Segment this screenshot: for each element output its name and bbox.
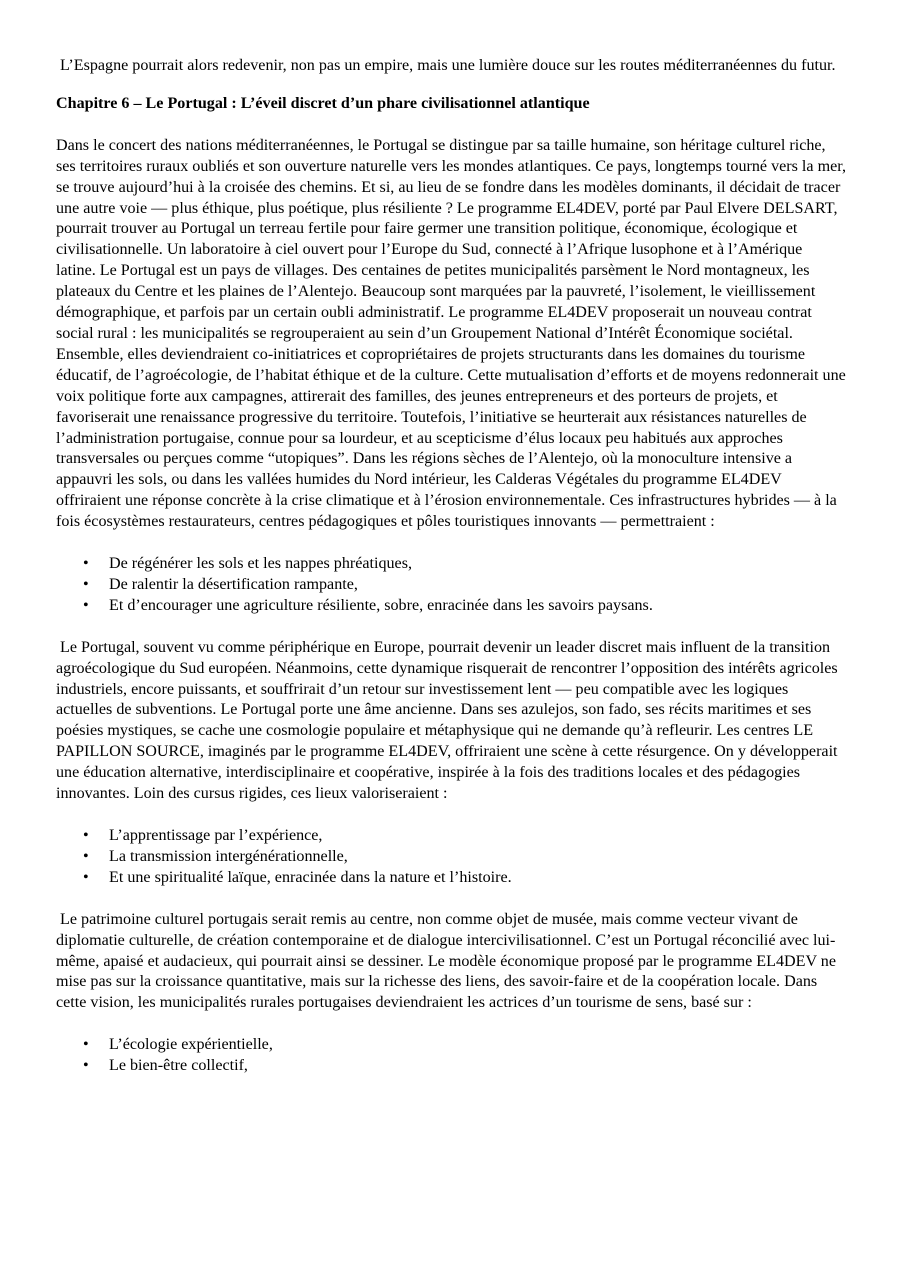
list-item-text: Et une spiritualité laïque, enracinée dans la nature et l’histoire. <box>109 868 512 886</box>
list-item <box>56 868 846 889</box>
list-item-text: L’écologie expérientielle, <box>109 1036 273 1054</box>
list-item <box>56 575 846 596</box>
bullet-icon: • <box>83 596 89 614</box>
bullet-icon: • <box>83 575 89 593</box>
list-item <box>56 596 846 617</box>
bullet-list-3 <box>56 1035 846 1077</box>
bullet-icon: • <box>83 1057 89 1075</box>
bullet-list-1 <box>56 554 846 617</box>
list-item-text: De régénérer les sols et les nappes phréatiques, <box>109 555 412 573</box>
document-page <box>56 56 846 1098</box>
list-item-text: Le bien-être collectif, <box>109 1057 248 1075</box>
list-item-text: Et d’encourager une agriculture résiliente, sobre, enracinée dans les savoirs paysans. <box>109 596 653 614</box>
paragraph-3: Le patrimoine culturel portugais serait remis au centre, non comme objet de musée, mais comme vecteur vivant de diplomatie culturelle, de création contemporaine et de dialogue intercivilisationnel. C’est un Portugal réconcilié avec lui-même, apaisé et audacieux, qui pourrait ainsi se dessiner. Le modèle économique proposé par le programme EL4DEV ne mise pas sur la croissance quantitative, mais sur la richesse des liens, des savoir-faire et de la coopération locale. Dans cette vision, les municipalités rurales portugaises deviendraient les actrices d’un tourisme de sens, basé sur : <box>56 910 836 1012</box>
list-item <box>56 826 846 847</box>
bullet-list-2 <box>56 826 846 889</box>
list-item <box>56 1035 846 1056</box>
bullet-icon: • <box>83 847 89 865</box>
list-item-text: L’apprentissage par l’expérience, <box>109 827 323 844</box>
bullet-icon: • <box>83 1036 89 1054</box>
list-item <box>56 1056 846 1077</box>
paragraph-1: Dans le concert des nations méditerranéennes, le Portugal se distingue par sa taille humaine, son héritage culturel riche, ses territoires ruraux oubliés et son ouverture naturelle vers les mondes atlantiques. Ce pays, longtemps tourné vers la mer, se trouve aujourd’hui à la croisée des chemins. Et si, au lieu de se fondre dans les modèles dominants, il décidait de tracer une autre voie — plus éthique, plus poétique, plus résiliente ? Le programme EL4DEV, porté par Paul Elvere DELSART, pourrait trouver au Portugal un terreau fertile pour faire germer une transition politique, économique, écologique et civilisationnelle. Un laboratoire à ciel ouvert pour l’Europe du Sud, connecté à l’Afrique lusophone et à l’Amérique latine. Le Portugal est un pays de villages. Des centaines de petites municipalités parsèment le Nord montagneux, les plateaux du Centre et les plaines de l’Alentejo. Beaucoup sont marquées par la pauvreté, l’isolement, le vieillissement démographique, et parfois par un certain oubli administratif. Le programme EL4DEV proposerait un nouveau contrat social rural : les municipalités se regrouperaient au sein d’un Groupement National d’Intérêt Économique sociétal. Ensemble, elles deviendraient co-initiatrices et copropriétaires de projets structurants dans les domaines du tourisme éducatif, de l’agroécologie, de l’habitat éthique et de la culture. Cette mutualisation d’efforts et de moyens redonnerait une voix politique forte aux campagnes, attirerait des familles, des jeunes entrepreneurs et des porteurs de projets, et favoriserait une renaissance progressive du territoire. Toutefois, l’initiative se heurterait aux résistances naturelles de l’administration portugaise, connue pour sa lourdeur, et au scepticisme d’élus locaux peu habitués aux approches transversales ou perçues comme “utopiques”. Dans les régions sèches de l’Alentejo, où la monoculture intensive a appauvri les sols, ou dans les vallées humides du Nord intérieur, les Calderas Végétales du programme EL4DEV offriraient une réponse concrète à la crise climatique et à l’érosion environnementale. Ces infrastructures hybrides — à la fois écosystèmes restaurateurs, centres pédagogiques et pôles touristiques innovants — permettraient : <box>56 136 846 531</box>
list-item-text: De ralentir la désertification rampante, <box>109 575 358 593</box>
list-item-text: La transmission intergénérationnelle, <box>109 847 348 865</box>
bullet-icon: • <box>83 555 89 573</box>
list-item <box>56 847 846 868</box>
list-item <box>56 554 846 575</box>
intro-paragraph: L’Espagne pourrait alors redevenir, non pas un empire, mais une lumière douce sur les routes méditerranéennes du futur. <box>56 57 836 74</box>
bullet-icon: • <box>83 868 89 886</box>
bullet-icon: • <box>83 827 89 844</box>
chapter-title: Chapitre 6 – Le Portugal : L’éveil discret d’un phare civilisationnel atlantique <box>56 94 590 112</box>
paragraph-2: Le Portugal, souvent vu comme périphérique en Europe, pourrait devenir un leader discret mais influent de la transition agroécologique du Sud européen. Néanmoins, cette dynamique risquerait de rencontrer l’opposition des intérêts agricoles industriels, encore puissants, et souffrirait d’un retour sur investissement lent — peu compatible avec les logiques actuelles de subventions. Le Portugal porte une âme ancienne. Dans ses azulejos, son fado, ses récits maritimes et ses poésies mystiques, se cache une cosmologie populaire et métaphysique qui ne demande qu’à refleurir. Les centres LE PAPILLON SOURCE, imaginés par le programme EL4DEV, offriraient une scène à cette résurgence. On y développerait une éducation alternative, interdisciplinaire et coopérative, inspirée à la fois des traditions locales et des pédagogies innovantes. Loin des cursus rigides, ces lieux valoriseraient : <box>56 638 838 803</box>
